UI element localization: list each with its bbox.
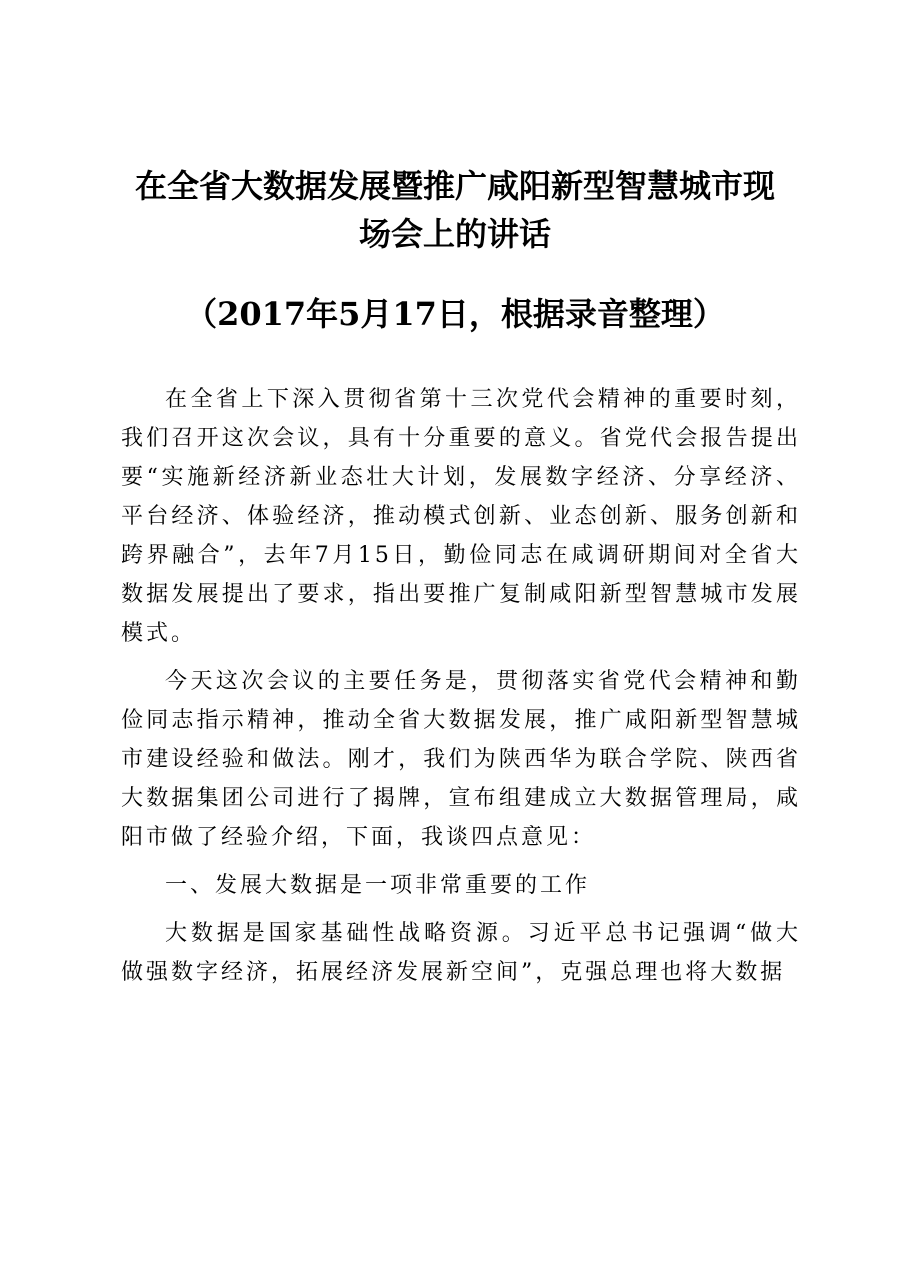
section-heading-1: 一、发展大数据是一项非常重要的工作 xyxy=(165,873,591,898)
document-subtitle: （2017年5月17日，根据录音整理） xyxy=(185,295,725,333)
document-body xyxy=(121,380,801,1001)
document-title-line-2: 场会上的讲话 xyxy=(358,215,551,253)
paragraph-3: 大数据是国家基础性战略资源。习近平总书记强调“做大做强数字经济，拓展经济发展新空间”，克强总理也将大数据 xyxy=(121,921,801,985)
paragraph-2: 今天这次会议的主要任务是，贯彻落实省党代会精神和勤俭同志指示精神，推动全省大数据发展，推广咸阳新型智慧城市建设经验和做法。刚才，我们为陕西华为联合学院、陕西省大数据集团公司进行了揭牌，宣布组建成立大数据管理局，咸阳市做了经验介绍，下面，我谈四点意见： xyxy=(121,669,801,850)
paragraph-1: 在全省上下深入贯彻省第十三次党代会精神的重要时刻，我们召开这次会议，具有十分重要的意义。省党代会报告提出要“实施新经济新业态壮大计划，发展数字经济、分享经济、平台经济、体验经济，推动模式创新、业态创新、服务创新和跨界融合”，去年7月15日，勤俭同志在咸调研期间对全省大数据发展提出了要求，指出要推广复制咸阳新型智慧城市发展模式。 xyxy=(121,387,801,646)
document-title-line-1: 在全省大数据发展暨推广咸阳新型智慧城市现 xyxy=(134,167,775,205)
